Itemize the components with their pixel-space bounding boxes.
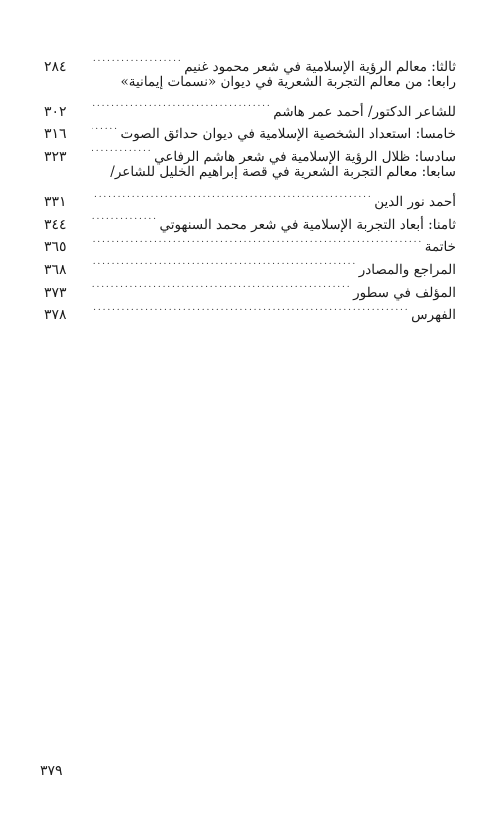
toc-entry-title: للشاعر الدكتور/ أحمد عمر هاشم <box>273 103 456 120</box>
toc-entry-title: رابعا: من معالم التجربة الشعرية في ديوان «نسمات إيمانية» <box>120 73 456 90</box>
dot-leader <box>92 251 355 274</box>
toc-entry <box>44 251 456 278</box>
toc-entry-page: ٣٢٣ <box>44 148 67 165</box>
dot-leader <box>92 116 117 139</box>
toc-entry-page: ٣٦٥ <box>44 239 67 256</box>
toc-entry-title: سابعا: معالم التجربة الشعرية في قصة إبراهيم الخليل للشاعر/ <box>110 163 456 180</box>
toc-entry-title: ثامنا: أبعاد التجربة الإسلامية في شعر محمد السنهوتي <box>159 216 456 233</box>
toc-entry <box>44 184 456 211</box>
page-number: ٣٧٩ <box>40 763 63 779</box>
dot-leader <box>92 48 180 71</box>
dot-leader <box>92 206 156 229</box>
toc-entry-page: ٣٤٤ <box>44 216 67 233</box>
table-of-contents <box>44 48 456 324</box>
toc-entry-title: المؤلف في سطور <box>353 284 456 301</box>
toc-entry-title: الفهرس <box>411 307 456 324</box>
toc-entry-page: ٣٧٨ <box>44 307 67 324</box>
toc-entry-title: المراجع والمصادر <box>358 261 456 278</box>
toc-entry-title: خاتمة <box>424 239 456 256</box>
toc-entry <box>44 229 456 256</box>
toc-entry <box>44 297 456 324</box>
dot-leader <box>92 297 407 320</box>
dot-leader <box>92 229 421 252</box>
toc-entry <box>44 161 456 184</box>
toc-entry <box>44 48 456 75</box>
toc-entry <box>44 71 456 94</box>
toc-entry-title: سادسا: ظلال الرؤية الإسلامية في شعر هاشم الرفاعي <box>154 148 456 165</box>
toc-entry-page: ٣٣١ <box>44 194 67 211</box>
dot-leader <box>92 138 150 161</box>
toc-entry-page: ٣٦٨ <box>44 261 67 278</box>
toc-entry-page: ٣٠٢ <box>44 103 67 120</box>
toc-entry-page: ٢٨٤ <box>44 58 67 75</box>
toc-entry-title: خامسا: استعداد الشخصية الإسلامية في ديوان حدائق الصوت <box>120 126 456 143</box>
dot-leader <box>92 184 370 207</box>
dot-leader <box>92 274 349 297</box>
toc-entry-page: ٣٧٣ <box>44 284 67 301</box>
dot-leader <box>92 93 269 116</box>
toc-entry-page: ٣١٦ <box>44 126 67 143</box>
toc-entry-title: أحمد نور الدين <box>374 194 456 211</box>
toc-entry <box>44 93 456 120</box>
toc-entry-title: ثالثا: معالم الرؤية الإسلامية في شعر محمود غنيم <box>184 58 456 75</box>
